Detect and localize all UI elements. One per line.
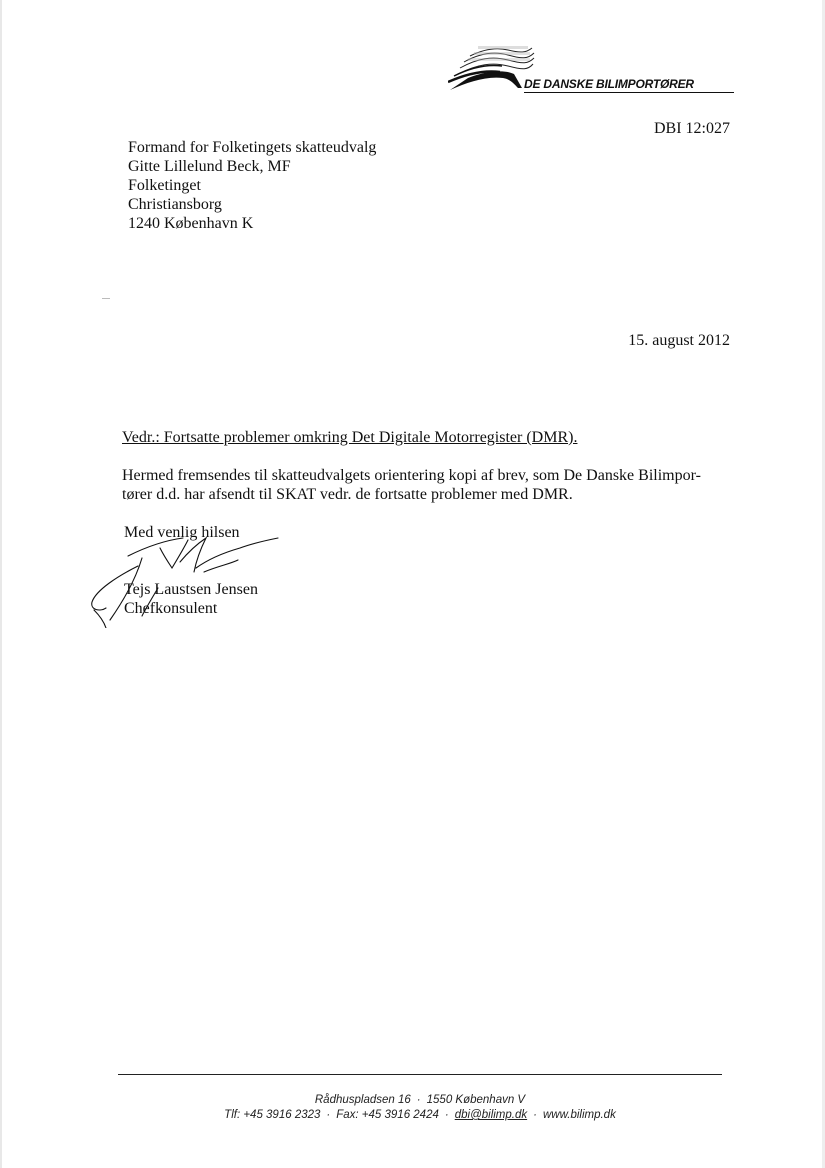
signer-name: Tejs Laustsen Jensen [124,581,258,598]
footer-city: 1550 København V [426,1094,526,1106]
reference-number: DBI 12:027 [654,120,730,137]
recipient-line: Folketinget [128,177,201,194]
recipient-line: Gitte Lillelund Beck, MF [128,158,291,175]
footer-address-line [118,1093,722,1108]
footer-separator: · [326,1109,331,1121]
handwritten-signature [88,528,288,628]
footer-web-link[interactable]: www.bilimp.dk [542,1109,616,1121]
recipient-line: Christiansborg [128,196,222,213]
body-line: Hermed fremsendes til skatteudvalgets orientering kopi af brev, som De Danske Bilimpor- [122,467,701,484]
signer-title: Chefkonsulent [124,600,218,617]
footer-street: Rådhuspladsen 16 [314,1094,411,1106]
scan-edge-left [0,0,2,1168]
footer-separator: · [444,1109,449,1121]
footer-contact-line [118,1108,722,1123]
closing-greeting: Med venlig hilsen [124,524,240,541]
body-line: tører d.d. har afsendt til SKAT vedr. de fortsatte problemer med DMR. [122,486,573,503]
recipient-line: 1240 København K [128,215,254,232]
footer-divider [118,1074,722,1075]
footer-contact [118,1093,722,1123]
footer-email-link[interactable]: dbi@bilimp.dk [454,1109,528,1121]
recipient-line: Formand for Folketingets skatteudvalg [128,139,377,156]
footer-phone: Tlf: +45 3916 2323 [224,1109,321,1121]
company-name: DE DANSKE BILIMPORTØRER [524,77,734,93]
letter-subject: Vedr.: Fortsatte problemer omkring Det Digitale Motorregister (DMR). [122,429,578,446]
letter-date: 15. august 2012 [628,332,730,349]
fold-mark [102,298,110,299]
footer-separator: · [533,1109,537,1121]
letter-body [122,466,732,504]
recipient-address [128,138,376,233]
footer-separator: · [416,1094,421,1106]
footer-fax: Fax: +45 3916 2424 [336,1109,439,1121]
